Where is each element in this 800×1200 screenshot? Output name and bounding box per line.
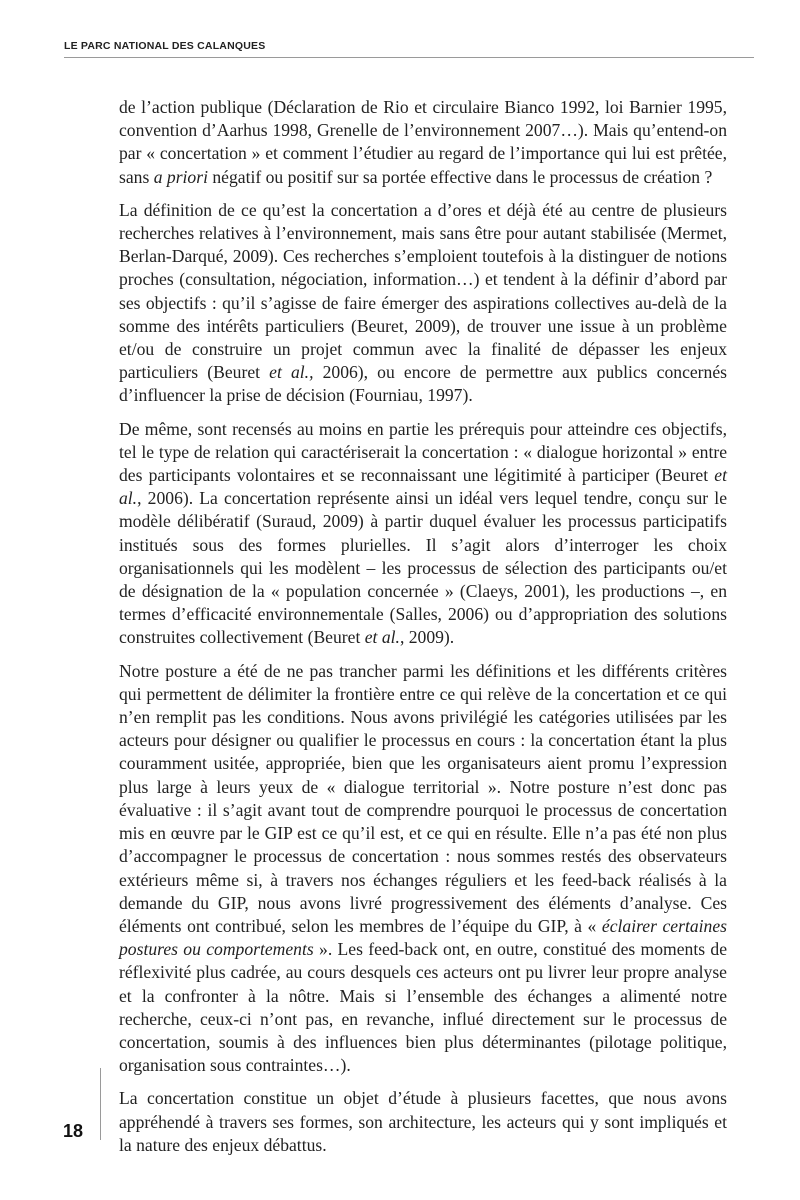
paragraph-3-text-b: , 2006). La concertation représente ainsi un idéal vers lequel tendre, conçu sur le modèle délibératif (Suraud, 2009) à partir duquel évaluer les processus participatifs institués sous des formes plurielles. Il s’agit alors d’interroger les choix organisationnels qui les modèlent – les processus de sélection des participants ou/et de désignation de la « population concernée » (Claeys, 2001), les productions –, en termes d’efficacité environnementale (Salles, 2006) ou d’appropriation des solutions construites collectivement (Beuret [119, 488, 727, 648]
paragraph-3-italic-et-al-1: et al. [119, 465, 727, 509]
paragraph-4 [119, 660, 727, 1078]
body-text [119, 96, 727, 1157]
paragraph-4-text-b: ». Les feed-back ont, en outre, constitué des moments de réflexivité plus cadrée, au cours desquels ces acteurs ont pu livrer leur propre analyse et la confronter à la nôtre. Mais si l’ensemble des échanges a alimenté notre recherche, ceux-ci n’ont pas, en revanche, influé directement sur le processus de concertation, soumis à des influences bien plus déterminantes (pilotage politique, organisation sous contraintes…). [119, 939, 727, 1076]
paragraph-4-italic-quote: éclairer certaines postures ou comportements [119, 915, 727, 960]
header-rule [64, 57, 754, 58]
paragraph-3-text-c: , 2009). [399, 627, 455, 648]
paragraph-3-italic-et-al-2: et al. [364, 627, 400, 648]
paragraph-1-text-b: négatif ou positif sur sa portée effective dans le processus de création ? [207, 166, 713, 187]
paragraph-1-italic-a-priori: a priori [153, 166, 208, 187]
paragraph-5-text: La concertation constitue un objet d’étude à plusieurs facettes, que nous avons appréhendé à travers ses formes, son architecture, les acteurs qui y sont impliqués et la nature des enjeux débattus. [119, 1088, 727, 1155]
paragraph-1-text-a: de l’action publique (Déclaration de Rio et circulaire Bianco 1992, loi Barnier 1995, convention d’Aarhus 1998, Grenelle de l’environnement 2007…). Mais qu’entend-on par « concertation » et comment l’étudier au regard de l’importance qui lui est prêtée, sans [119, 97, 727, 187]
paragraph-2-text-a: La définition de ce qu’est la concertation a d’ores et déjà été au centre de plusieurs recherches relatives à l’environnement, mais sans être pour autant stabilisée (Mermet, Berlan-Darqué, 2009). Ces recherches s’emploient toutefois à la distinguer de notions proches (consultation, négociation, information…) et tendent à la définir d’abord par ses objectifs : qu’il s’agisse de faire émerger des aspirations collectives au-delà de la somme des intérêts particuliers (Beuret, 2009), de trouver une issue à un problème et/ou de construire un projet commun avec la finalité de dépasser les enjeux particuliers (Beuret [119, 199, 727, 383]
paragraph-5 [119, 1087, 727, 1157]
paragraph-1 [119, 96, 727, 189]
running-head-title: LE PARC NATIONAL DES CALANQUES [64, 40, 266, 52]
paragraph-2-italic-et-al: et al., [269, 362, 314, 383]
folio-rule [100, 1068, 101, 1140]
paragraph-2-text-b: 2006), ou encore de permettre aux publics concernés d’influencer la prise de décision (Fourniau, 1997). [119, 362, 727, 406]
paragraph-4-text-a: Notre posture a été de ne pas trancher parmi les définitions et les différents critères qui permettent de délimiter la frontière entre ce qui relève de la concertation et ce qui n’en remplit pas les conditions. Nous avons privilégié les catégories utilisées par les acteurs pour désigner ou qualifier le processus en cours : la concertation étant la plus couramment usitée, appropriée, bien que les organisateurs aient promu l’expression plus large à leurs yeux de « dialogue territorial ». Notre posture n’est donc pas évaluative : il s’agit avant tout de comprendre pourquoi le processus de concertation mis en œuvre par le GIP est ce qu’il est, et ce qui en résulte. Elle n’a pas été non plus d’accompagner le processus de concertation : nous sommes restés des observateurs extérieurs même si, à travers nos échanges réguliers et les feed-back réalisés à la demande du GIP, nous avons livré progressivement des éléments d’analyse. Ces éléments ont contribué, selon les membres de l’équipe du GIP, à « [119, 660, 727, 936]
page-number: 18 [63, 1121, 84, 1141]
paragraph-3-text-a: De même, sont recensés au moins en partie les prérequis pour atteindre ces objectifs, tel le type de relation qui caractériserait la concertation : « dialogue horizontal » entre des participants volontaires et se reconnaissant une légitimité à participer (Beuret [119, 418, 727, 486]
paragraph-2 [119, 199, 727, 408]
paragraph-3 [119, 418, 727, 650]
